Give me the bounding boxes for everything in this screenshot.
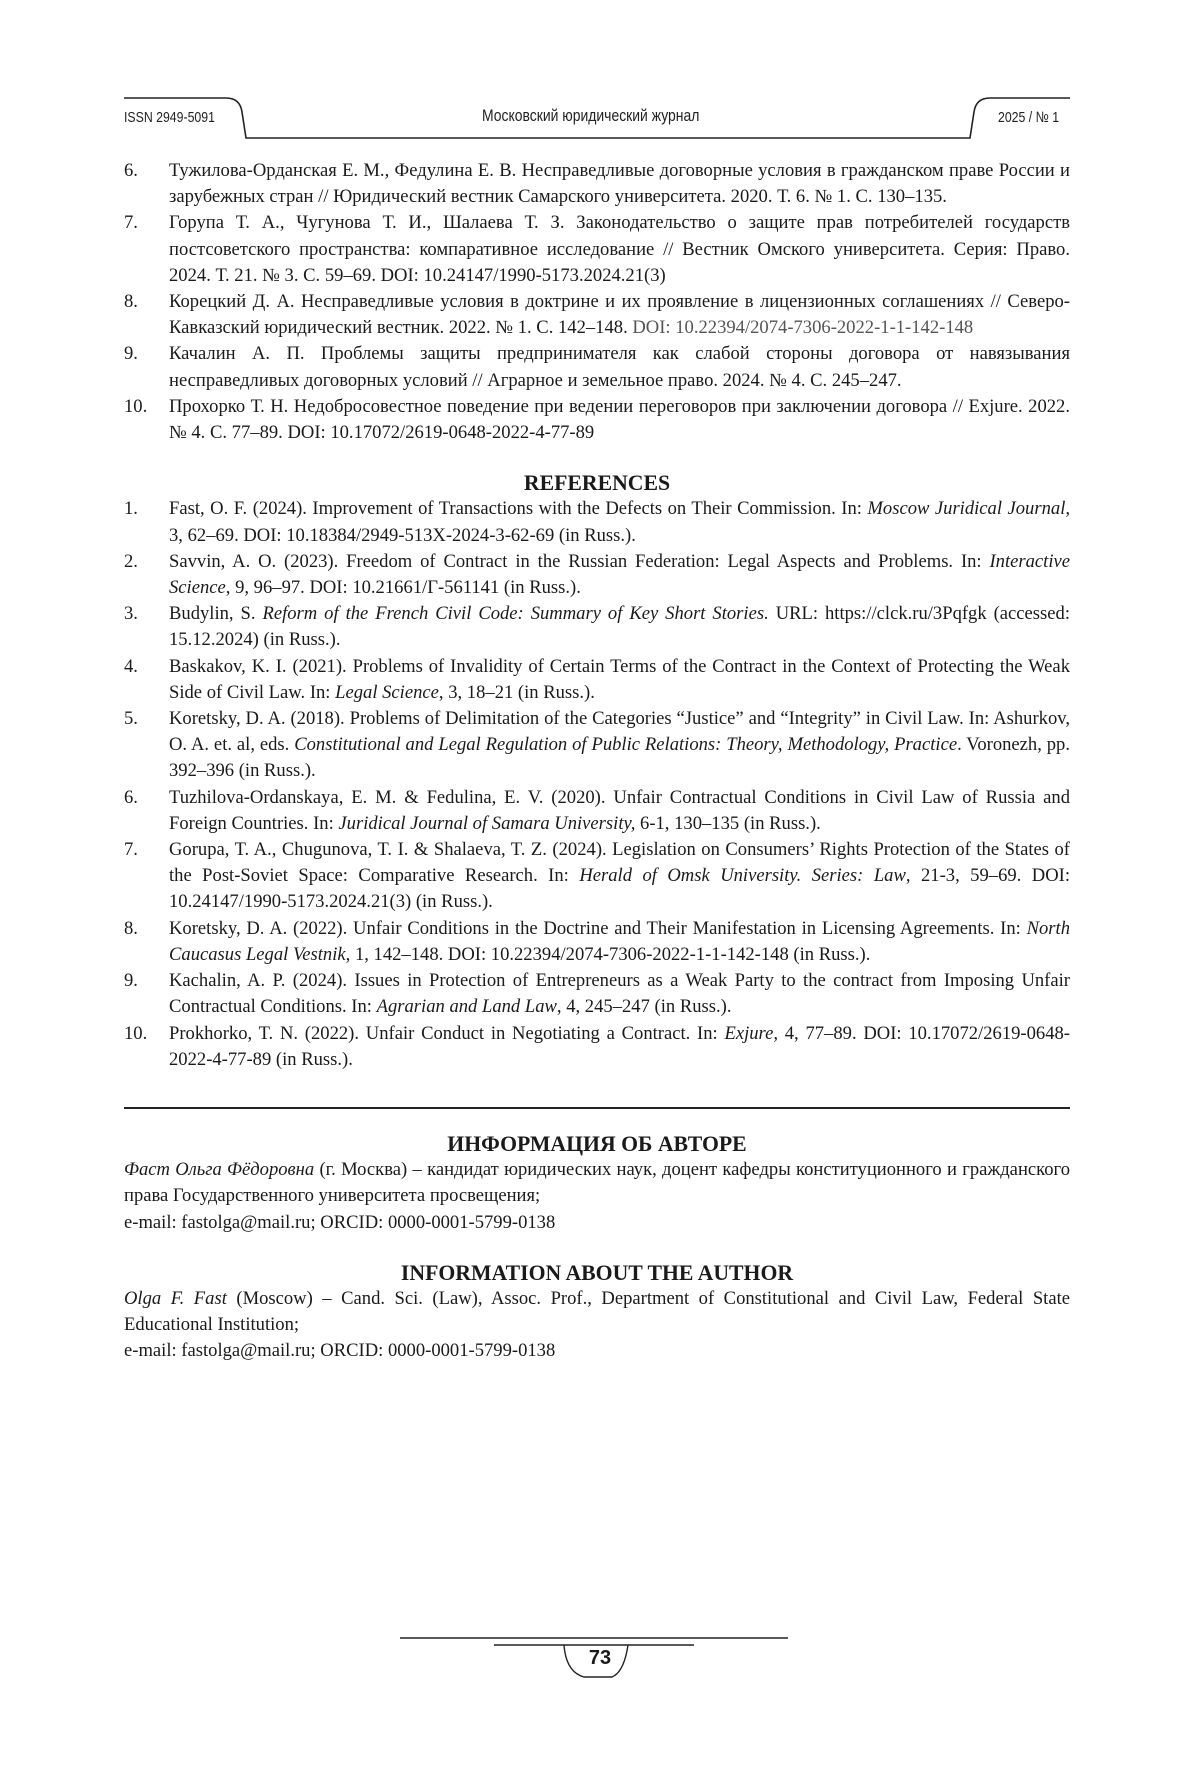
item-source: Constitutional and Legal Regulation of Public Relations: Theory, Methodology, Practice	[294, 734, 957, 755]
item-text: Горупа Т. А., Чугунова Т. И., Шалаева Т. З. Законодательство о защите прав потребителей государств постсоветского пространства: компаративное исследование // Вестник Омского университета. Серия: Право. 2024. Т. 21. № 3. С. 59–69. DOI: 10.24147/1990-5173.2024.21(3)	[169, 212, 1070, 285]
english-references-list	[124, 496, 1070, 1072]
item-details: , 21-3, 59–69. DOI: 10.24147/1990-5173.2024.21(3) (in Russ.).	[169, 865, 1070, 912]
header-issn: ISSN 2949-5091	[124, 109, 215, 126]
item-details: , 4, 245–247 (in Russ.).	[557, 996, 732, 1017]
footer-ornament	[0, 1620, 1200, 1720]
list-item	[124, 785, 1070, 837]
item-details: , 1, 142–148. DOI: 10.22394/2074-7306-2022-1-1-142-148 (in Russ.).	[346, 944, 871, 965]
section-divider	[124, 1107, 1070, 1109]
list-item	[124, 654, 1070, 706]
item-number: 6.	[124, 158, 138, 184]
item-text: Prokhorko, T. N. (2022). Unfair Conduct in Negotiating a Contract. In:	[169, 1023, 724, 1044]
list-item	[124, 837, 1070, 916]
item-number: 5.	[124, 706, 138, 732]
item-details: 3, 62–69. DOI: 10.18384/2949-513X-2024-3-62-69 (in Russ.).	[169, 525, 636, 546]
list-item	[124, 289, 1070, 341]
author-contact-ru: e-mail: fastolga@mail.ru; ORCID: 0000-0001-5799-0138	[124, 1210, 1070, 1236]
item-text: Корецкий Д. А. Несправедливые условия в доктрине и их проявление в лицензионных соглашениях // Северо-Кавказский юридический вестник. 2022. № 1. С. 142–148.	[169, 291, 1070, 338]
item-doi: DOI: 10.22394/2074-7306-2022-1-1-142-148	[632, 317, 973, 338]
item-number: 8.	[124, 916, 138, 942]
item-details: URL: https://clck.ru/3Pqfgk (accessed: 15.12.2024) (in Russ.).	[169, 603, 1070, 650]
list-item	[124, 601, 1070, 653]
item-number: 10.	[124, 394, 147, 420]
author-info-heading-ru: ИНФОРМАЦИЯ ОБ АВТОРЕ	[124, 1131, 1070, 1157]
item-source: Juridical Journal of Samara University,	[338, 813, 635, 834]
list-item	[124, 210, 1070, 289]
list-item	[124, 496, 1070, 548]
item-source: Exjure,	[724, 1023, 778, 1044]
references-heading: REFERENCES	[124, 470, 1070, 496]
header-journal-title: Московский юридический журнал	[482, 106, 699, 126]
author-info-en	[124, 1286, 1070, 1338]
item-number: 10.	[124, 1021, 147, 1047]
item-source: North Caucasus Legal Vestnik	[169, 918, 1070, 965]
author-name-ru: Фаст Ольга Фёдоровна	[124, 1159, 314, 1180]
item-number: 8.	[124, 289, 138, 315]
item-text: Koretsky, D. A. (2022). Unfair Conditions in the Doctrine and Their Manifestation in Licensing Agreements. In:	[169, 918, 1027, 939]
item-source: Moscow Juridical Journal,	[867, 498, 1070, 519]
item-text: Koretsky, D. A. (2018). Problems of Delimitation of the Categories “Justice” and “Integrity” in Civil Law. In: Ashurkov, O. A. et. al, eds.	[169, 708, 1070, 755]
author-desc-ru: (г. Москва) – кандидат юридических наук, доцент кафедры конституционного и гражданского права Государственного университета просвещения;	[124, 1159, 1070, 1206]
header-issue: 2025 / № 1	[998, 109, 1059, 126]
author-info-ru	[124, 1157, 1070, 1209]
author-contact-en: e-mail: fastolga@mail.ru; ORCID: 0000-0001-5799-0138	[124, 1338, 1070, 1364]
header-frame	[0, 0, 1200, 150]
item-text: Baskakov, K. I. (2021). Problems of Invalidity of Certain Terms of the Contract in the Context of Protecting the Weak Side of Civil Law. In:	[169, 656, 1070, 703]
item-number: 4.	[124, 654, 138, 680]
item-details: 4, 77–89. DOI: 10.17072/2619-0648-2022-4-77-89 (in Russ.).	[169, 1023, 1070, 1070]
item-number: 7.	[124, 837, 138, 863]
item-number: 9.	[124, 968, 138, 994]
item-text: Savvin, A. O. (2023). Freedom of Contract in the Russian Federation: Legal Aspects and Problems. In:	[169, 551, 989, 572]
item-source: Reform of the French Civil Code: Summary of Key Short Stories.	[262, 603, 768, 624]
item-number: 3.	[124, 601, 138, 627]
item-text: Tuzhilova-Ordanskaya, E. M. & Fedulina, E. V. (2020). Unfair Contractual Conditions in Civil Law of Russia and Foreign Countries. In:	[169, 787, 1070, 834]
item-number: 9.	[124, 341, 138, 367]
item-text: Gorupa, T. A., Chugunova, T. I. & Shalaeva, T. Z. (2024). Legislation on Consumers’ Rights Protection of the States of the Post-Soviet Space: Comparative Research. In:	[169, 839, 1070, 886]
page-content	[124, 158, 1070, 1365]
item-number: 7.	[124, 210, 138, 236]
item-details: , 9, 96–97. DOI: 10.21661/Г-561141 (in Russ.).	[226, 577, 581, 598]
item-source: Herald of Omsk University. Series: Law	[579, 865, 906, 886]
item-details: 6-1, 130–135 (in Russ.).	[635, 813, 820, 834]
item-text: Тужилова-Орданская Е. М., Федулина Е. В. Несправедливые договорные условия в гражданском праве России и зарубежных стран // Юридический вестник Самарского университета. 2020. Т. 6. № 1. С. 130–135.	[169, 160, 1070, 207]
list-item	[124, 916, 1070, 968]
item-text: Kachalin, A. P. (2024). Issues in Protection of Entrepreneurs as a Weak Party to the contract from Imposing Unfair Contractual Conditions. In:	[169, 970, 1070, 1017]
item-text: Прохорко Т. Н. Недобросовестное поведение при ведении переговоров при заключении договора // Exjure. 2022. № 4. С. 77–89. DOI: 10.17072/2619-0648-2022-4-77-89	[169, 396, 1070, 443]
item-source: Agrarian and Land Law	[377, 996, 557, 1017]
item-number: 2.	[124, 549, 138, 575]
item-text: Budylin, S.	[169, 603, 262, 624]
russian-references-list	[124, 158, 1070, 446]
item-source: Legal Science	[335, 682, 439, 703]
item-number: 6.	[124, 785, 138, 811]
item-text: Качалин А. П. Проблемы защиты предпринимателя как слабой стороны договора от навязывания несправедливых договорных условий // Аграрное и земельное право. 2024. № 4. С. 245–247.	[169, 343, 1070, 390]
list-item	[124, 706, 1070, 785]
item-text: Fast, O. F. (2024). Improvement of Transactions with the Defects on Their Commission. In:	[169, 498, 867, 519]
author-info-heading-en: INFORMATION ABOUT THE AUTHOR	[124, 1260, 1070, 1286]
item-source: Interactive Science	[169, 551, 1070, 598]
page-footer	[0, 1620, 1200, 1720]
item-details: , 3, 18–21 (in Russ.).	[439, 682, 595, 703]
list-item	[124, 341, 1070, 393]
list-item	[124, 1021, 1070, 1073]
list-item	[124, 158, 1070, 210]
item-details: . Voronezh, pp. 392–396 (in Russ.).	[169, 734, 1070, 781]
list-item	[124, 549, 1070, 601]
page-number: 73	[578, 1647, 622, 1670]
item-number: 1.	[124, 496, 138, 522]
list-item	[124, 394, 1070, 446]
author-desc-en: (Moscow) – Cand. Sci. (Law), Assoc. Prof., Department of Constitutional and Civil Law, Federal State Educational Institution;	[124, 1288, 1070, 1335]
list-item	[124, 968, 1070, 1020]
page-header	[0, 0, 1200, 150]
author-name-en: Olga F. Fast	[124, 1288, 227, 1309]
